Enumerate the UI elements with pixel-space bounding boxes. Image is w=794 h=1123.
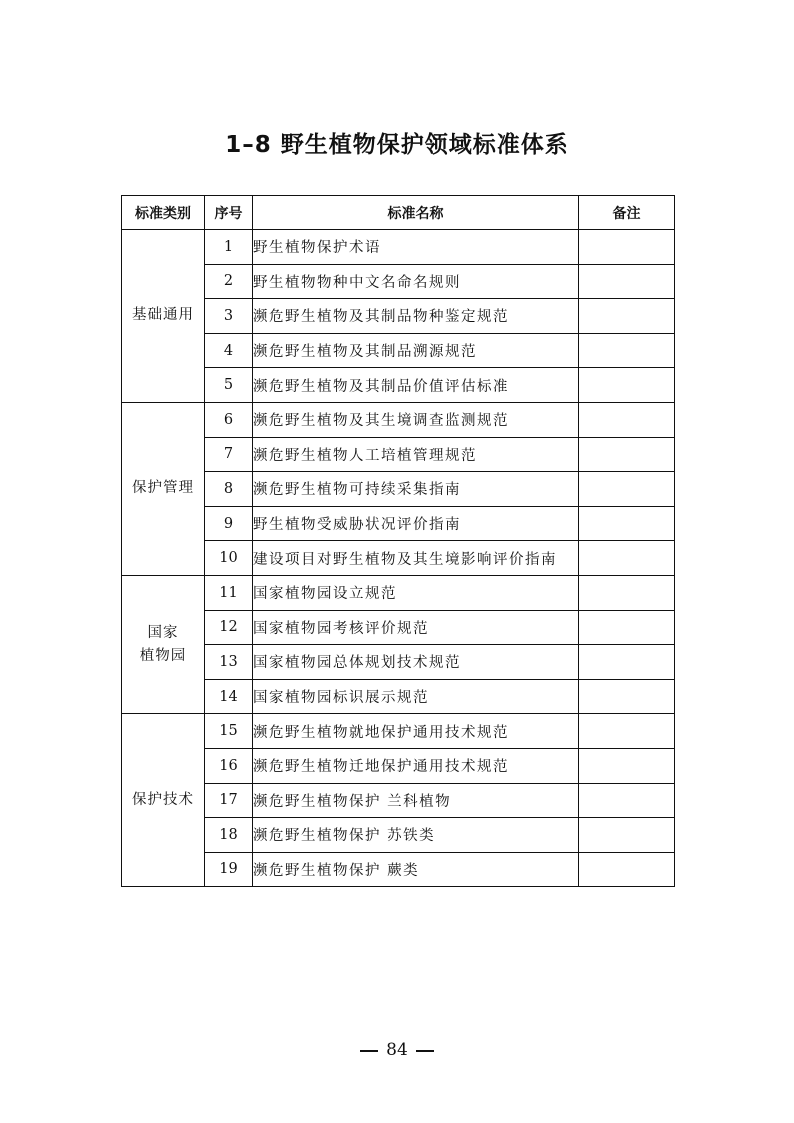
remark-cell — [579, 264, 675, 299]
dash-left — [360, 1050, 378, 1052]
remark-cell — [579, 783, 675, 818]
standards-table — [121, 195, 675, 887]
standard-name: 野生植物物种中文名命名规则 — [253, 264, 579, 299]
row-number: 11 — [205, 575, 253, 610]
table-row — [122, 402, 675, 437]
row-number: 18 — [205, 818, 253, 853]
remark-cell — [579, 818, 675, 853]
standard-name: 野生植物受威胁状况评价指南 — [253, 506, 579, 541]
category-cell — [122, 575, 205, 713]
header-number: 序号 — [205, 196, 253, 230]
header-name: 标准名称 — [253, 196, 579, 230]
remark-cell — [579, 368, 675, 403]
row-number: 9 — [205, 506, 253, 541]
remark-cell — [579, 333, 675, 368]
remark-cell — [579, 679, 675, 714]
standard-name: 濒危野生植物人工培植管理规范 — [253, 437, 579, 472]
page-title: 1–8 野生植物保护领域标准体系 — [225, 132, 569, 158]
row-number: 17 — [205, 783, 253, 818]
standard-name: 濒危野生植物及其制品溯源规范 — [253, 333, 579, 368]
table-row — [122, 506, 675, 541]
row-number: 15 — [205, 714, 253, 749]
remark-cell — [579, 402, 675, 437]
remark-cell — [579, 610, 675, 645]
standard-name: 濒危野生植物及其制品物种鉴定规范 — [253, 299, 579, 334]
table-header-row — [122, 196, 675, 230]
standard-name: 濒危野生植物保护 兰科植物 — [253, 783, 579, 818]
table-row — [122, 783, 675, 818]
category-cell: 基础通用 — [122, 230, 205, 403]
table-row — [122, 610, 675, 645]
row-number: 5 — [205, 368, 253, 403]
standard-name: 国家植物园设立规范 — [253, 575, 579, 610]
standard-name: 濒危野生植物保护 蕨类 — [253, 852, 579, 887]
table-row — [122, 368, 675, 403]
remark-cell — [579, 437, 675, 472]
page-number — [0, 1040, 794, 1060]
standard-name: 国家植物园总体规划技术规范 — [253, 645, 579, 680]
standard-name: 濒危野生植物就地保护通用技术规范 — [253, 714, 579, 749]
remark-cell — [579, 852, 675, 887]
table-row — [122, 299, 675, 334]
remark-cell — [579, 472, 675, 507]
table-row — [122, 748, 675, 783]
row-number: 6 — [205, 402, 253, 437]
standard-name: 濒危野生植物可持续采集指南 — [253, 472, 579, 507]
table-row — [122, 333, 675, 368]
table-row — [122, 472, 675, 507]
row-number: 16 — [205, 748, 253, 783]
remark-cell — [579, 714, 675, 749]
remark-cell — [579, 645, 675, 680]
row-number: 1 — [205, 230, 253, 265]
header-remark: 备注 — [579, 196, 675, 230]
remark-cell — [579, 541, 675, 576]
dash-right — [416, 1050, 434, 1052]
remark-cell — [579, 230, 675, 265]
page-number-value: 84 — [386, 1040, 408, 1060]
row-number: 2 — [205, 264, 253, 299]
remark-cell — [579, 748, 675, 783]
row-number: 7 — [205, 437, 253, 472]
row-number: 14 — [205, 679, 253, 714]
standard-name: 濒危野生植物保护 苏铁类 — [253, 818, 579, 853]
row-number: 13 — [205, 645, 253, 680]
table-row — [122, 437, 675, 472]
category-line: 植物园 — [139, 647, 187, 664]
table-row — [122, 541, 675, 576]
standard-name: 濒危野生植物及其生境调查监测规范 — [253, 402, 579, 437]
table-row — [122, 818, 675, 853]
standard-name: 建设项目对野生植物及其生境影响评价指南 — [253, 541, 579, 576]
standard-name: 濒危野生植物迁地保护通用技术规范 — [253, 748, 579, 783]
category-cell: 保护管理 — [122, 402, 205, 575]
table-row — [122, 714, 675, 749]
table-row — [122, 852, 675, 887]
standard-name: 濒危野生植物及其制品价值评估标准 — [253, 368, 579, 403]
row-number: 3 — [205, 299, 253, 334]
header-category: 标准类别 — [122, 196, 205, 230]
remark-cell — [579, 575, 675, 610]
table-row — [122, 264, 675, 299]
standard-name: 野生植物保护术语 — [253, 230, 579, 265]
remark-cell — [579, 299, 675, 334]
category-line: 国家 — [147, 624, 179, 641]
table-row — [122, 679, 675, 714]
row-number: 19 — [205, 852, 253, 887]
table-row — [122, 575, 675, 610]
table-row — [122, 645, 675, 680]
standard-name: 国家植物园考核评价规范 — [253, 610, 579, 645]
standard-name: 国家植物园标识展示规范 — [253, 679, 579, 714]
remark-cell — [579, 506, 675, 541]
row-number: 12 — [205, 610, 253, 645]
row-number: 4 — [205, 333, 253, 368]
row-number: 10 — [205, 541, 253, 576]
row-number: 8 — [205, 472, 253, 507]
category-cell: 保护技术 — [122, 714, 205, 887]
table-row — [122, 230, 675, 265]
